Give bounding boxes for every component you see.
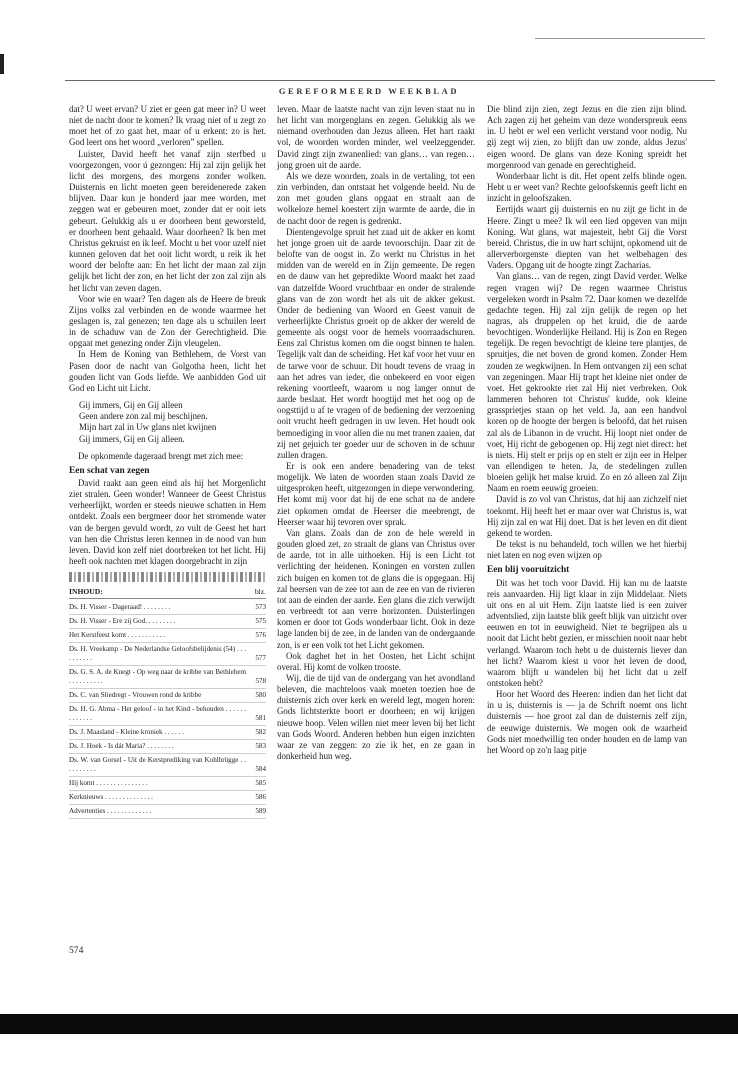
toc-page: 577 <box>255 654 266 663</box>
toc-page: 578 <box>255 677 266 686</box>
paragraph: Van glans. Zoals dan de zon de hele wereld in gouden gloed zet, zo straalt de glans van Christus over de aarde, tot in alle uithoeken. Hij is een Licht tot verlichting der heidenen. Koningen en vorsten zullen zich buigen en komen tot de glans die is opgegaan. Hij zal heersen van de zee tot aan de zee en van de rivieren tot aan de einden der aarde. Een glans die zich verwijdt en verbreedt tot aan verre horizonten. Duisterlingen komen er door tot Gods wonderbaar licht. Ook in deze lage landen bij de zee, in de landen van de ondergaande zon, is er een volk tot het Licht gekomen. <box>277 527 475 650</box>
toc-header <box>69 586 266 599</box>
toc-page: 580 <box>255 691 266 700</box>
toc-row <box>69 726 266 740</box>
toc-page-label: blz. <box>254 587 266 597</box>
poem-quote <box>79 400 266 445</box>
paragraph: Voor wie en waar? Ten dagen als de Heere de breuk Zijns volks zal verbinden en de wonde waarmee het geslagen is, zal genezen; ten dage als u schuilen leert in de schaduw van de Zon der Gerechtigheid. Die opgaat met genezing onder Zijn vleugelen. <box>69 293 266 349</box>
poem-line: Mijn hart zal in Uw glans niet kwijnen <box>79 422 217 433</box>
paragraph: Die blind zijn zien, zegt Jezus en die zien zijn blind. Ach zagen zij het geheim van deze wonderspreuk eens in. U hebt er wel een verlicht verstand voor nodig. Nu gij zegt wij zien, zo blijft dan uw zonde, aldus Jezus' eigen woord. De glans van deze Koning spreidt het morgenrood van genade en gerechtigheid. <box>487 104 687 170</box>
column-2 <box>277 104 475 762</box>
toc-row <box>69 629 266 643</box>
poem-line: Gij immers, Gij en Gij alleen. <box>79 433 185 444</box>
paragraph: leven. Maar de laatste nacht van zijn leven staat nu in het licht van morgenglans en zegen. Gelukkig als we niemand overhouden dan Jezus alleen. Het hart raakt vol, de woorden worden minder, wel veelzeggender. David zingt zijn zwanenlied: van glans… van regen… jong groen uit de aarde. <box>277 104 475 170</box>
column-1 <box>69 104 266 819</box>
paragraph: Als we deze woorden, zoals in de vertaling, tot een zin verbinden, dan ontstaat het volgende beeld. Nu de zon met gouden glans opgaat en straalt aan de wolkeloze hemel koestert zijn warmte de aarde, die in de nacht door de regen is gedrenkt. <box>277 170 475 226</box>
toc-title: Ds. C. van Sliedregt - Vrouwen rond de kribbe <box>69 691 202 700</box>
toc-page: 575 <box>255 617 266 626</box>
poem-line: Geen andere zon zal mij beschijnen. <box>79 411 208 422</box>
toc-title: Ds. J. Maasland - Kleine kroniek . . . . . . <box>69 728 184 737</box>
table-of-contents <box>69 586 266 819</box>
section-heading: Een schat van zegen <box>69 465 150 476</box>
toc-title: Advertenties . . . . . . . . . . . . . <box>69 807 152 816</box>
toc-page: 581 <box>255 714 266 723</box>
paragraph: De opkomende dageraad brengt met zich mee: <box>78 450 244 461</box>
paragraph: Wij, die de tijd van de ondergang van het avondland beleven, die machteloos vaak moeten toezien hoe de duisternis zich over kerk en wereld legt, mogen horen: Gods lichtsterkte boort er doorheen; en wij krijgen nieuwe hoop. Velen willen niet meer leven bij het licht van Gods Woord. Anderen hebben hun eigen inzichten waar ze van zeggen: zo zie ik het, en ze gaan in donkerheid hun weg. <box>277 672 475 762</box>
toc-page: 585 <box>255 779 266 788</box>
page-number: 574 <box>69 945 84 956</box>
toc-page: 573 <box>255 603 266 612</box>
toc-title: Ds. G. S. A. de Knegt - Op weg naar de kribbe van Bethlehem . . . . . . . . . . <box>69 668 246 686</box>
scan-border-bar <box>0 1014 738 1034</box>
toc-title: Ds. W. van Gorsel - Uit de Kerstprediking van Kohlbrügge . . . . . . . . . . <box>69 756 246 774</box>
toc-page: 576 <box>255 631 266 640</box>
toc-title: Kerknieuws . . . . . . . . . . . . . . <box>69 793 153 802</box>
paragraph: Van glans… van de regen, zingt David verder. Welke regen vragen wij? De regen waarmee Christus vergeleken wordt in Psalm 72. Daar komen we dezelfde gedachte tegen. Hij zal zijn gelijk de regen op het nagras, als druppelen op het kruid, die de aarde bevochtigen. Wonderlijke Heiland. Hij is Zon en Regen tegelijk. De regen bevochtigt de kleine tere plantjes, de spruitjes, die net boven de grond komen. Zonder Hem zouden ze wegkwijnen. In Hem ontvangen zij een schat van zegeningen. Maar Hij trapt het kleine niet onder de voet. Het gekrookte riet zal Hij niet verbreken. Ook lammeren behoren tot Christus' kudde, ook kleine grassprietjes staan op het veld. Ja, aan een handvol koren op de hoogte der bergen is beloofd, dat het ruisen zal als de Libanon in de vrucht. Hij loopt niet onder de voet, Hij richt de gebogenen op. Hij zegt niet direct: het is niets. Hij stelt er prijs op en stelt er zijn eer in Helper van ellendigen te heten. Ja, de stedelingen zullen bloeien gelijk het malse kruid. Zo en zó alleen zal Zijn Naam en roem eeuwig groeien. <box>487 271 687 494</box>
paragraph: Dientengevolge spruit het zaad uit de akker en komt het jonge groen uit de aarde tevoorschijn. Daar zit de belofte van de oogst in. Zo werkt nu Christus in het midden van de wereld en in Zijn gemeente. De regen en de dauw van het gepredikte Woord maakt het zaad van datzelfde Woord vruchtbaar en onder de stralende glans van de zon wordt het als uit de akker gekust. Onder de bediening van Woord en Geest vanuit de verheerlijkte Christus groeit op de akker der wereld de gemeente als oogst voor de hemels voorraadschuren. Eens zal Christus komen om die oogst binnen te halen. Tegelijk valt dan de scheiding. Het kaf voor het vuur en de tarwe voor de schuur. Dit houdt tevens de vraag in aan het adres van ieder, die onbekeerd en voor eigen rekening voortleeft, waarom u nog langer onnut de aarde beslaat. Het wordt hoogtijd met het oog op de oogsttijd u af te vragen of de bediening der verzoening ooit vrucht heeft gedragen in uw leven. Het houdt ook bemoediging in voor allen die nu met tranen zaaien, dat zij net gejuich ter goeder uur de schoven in de schuur zullen dragen. <box>277 226 475 460</box>
paragraph: Dit was het toch voor David. Hij kan nu de laatste reis aanvaarden. Hij ligt klaar in zijn Middelaar. Niets uit ons en al uit Hem. Zijn laatste lied is een zuiver adventslied, zijn laatste blik geeft blijk van uitzicht over eeuwen en tot in eeuwigheid. Niet te begrijpen als u nooit dat Licht hebt gezien, er misschien nooit naar hebt verlangd. Waarom toch hebt u de duisternis liever dan het licht? Waarom kiest u voor het leven de dood, waarom blijft u wandelen bij het licht dat u zelf ontstoken hebt? <box>487 577 687 688</box>
toc-row <box>69 754 266 777</box>
toc-row <box>69 666 266 689</box>
paragraph: Hoor het Woord des Heeren: indien dan het licht dat in u is, duisternis is — ja de Schrift noemt ons licht duisternis — hoe groot zal dan de duisternis zelf zijn, de eeuwige duisternis. We mogen ook de waarheid Gods niet moedwillig ten onder houden en de lamp van het Woord op zo'n laag pitje <box>487 689 687 755</box>
paragraph: Ook daghet het in het Oosten, het Licht schijnt overal. Hij komt de volken trooste. <box>277 650 475 672</box>
toc-row <box>69 703 266 726</box>
toc-title: Het Kerstfeest komt . . . . . . . . . . . <box>69 631 166 640</box>
toc-title: Ds. H. Vreekamp - De Nederlandse Geloofsbelijdenis (54) . . . . . . . . . . <box>69 645 246 663</box>
paragraph: Wonderbaar licht is dit. Het opent zelfs blinde ogen. Hebt u er weet van? Rechte geloofskennis geeft licht en inzicht in geloofszaken. <box>487 170 687 204</box>
paragraph: De tekst is nu behandeld, toch willen we het hierbij niet laten en nog even wijzen op <box>487 539 687 561</box>
paragraph: Er is ook een andere benadering van de tekst mogelijk. We laten de woorden staan zoals David ze uitgesproken heeft, uitgezongen in diepe verwondering. Het komt mij voor dat hij de ene schat na de andere ziet opkomen omdat de Heerser die meebrengt, de Heerser waar hij tevoren over sprak. <box>277 461 475 527</box>
toc-row <box>69 601 266 615</box>
header-rule <box>65 80 715 81</box>
paragraph: In Hem de Koning van Bethlehem, de Vorst van Pasen door de nacht van Golgotha heen, licht het gouden licht van Gods liefde. We aanbidden God uit God en Licht uit Licht. <box>69 349 266 393</box>
toc-row <box>69 615 266 629</box>
toc-title: Ds. H. Visser - Dageraad! . . . . . . . . <box>69 603 171 612</box>
toc-row <box>69 777 266 791</box>
toc-row <box>69 643 266 666</box>
top-rule <box>535 38 705 39</box>
margin-mark <box>0 54 4 74</box>
running-header: GEREFORMEERD WEEKBLAD <box>278 86 460 96</box>
paragraph: David is zo vol van Christus, dat hij aan zichzelf niet toekomt. Hij heeft het er maar over wat Christus is, wat Hij zijn zal en wat Hij doet. Dat is het leven en dit dient gekend te worden. <box>487 494 687 538</box>
paragraph: Luister, David heeft het vanaf zijn sterfbed u voorgezongen, voor ú gezongen: Hij zal zijn gelijk het licht des morgens, des morgens zonder wolken. Duisternis en licht moeten geen bereidenerede zaken blijven. Daar kun je honderd jaar mee worden, met zeggen wat er gebeuren moet, zonder dat er ooit iets gebeurt. Gelukkig als u er doorheen bent geworsteld, er doorheen bent gehaald. Waar doorheen? Ik ben met Christus gekruist en ik leef. Mocht u het voor uzelf niet kunnen geloven dat het ooit licht wordt, u reik ik het woord der belofte aan: En het licht der maan zal zijn gelijk het licht der zon, en het licht der zon zal zijn als het licht van zeven dagen. <box>69 148 266 293</box>
paragraph: dat? U weet ervan? U ziet er geen gat meer in? U weet niet de nacht door te komen? Ik vraag niet of u zegt zo moet het of zo gaat het, maar of u erkent: zo is het. God leert ons het woord „verloren” spellen. <box>69 104 266 148</box>
toc-page: 583 <box>255 742 266 751</box>
poem-line: Gij immers, Gij en Gij alleen <box>79 400 183 411</box>
paragraph: David raakt aan geen eind als hij het Morgenlicht ziet stralen. Geen wonder! Wanneer de Geest Christus verheerlijkt, worden er steeds nieuwe schatten in Hem ontdekt. Zoals een bergmeer door het stromende water van de bergen gevuld wordt, zo vult de Geest het hart van hen die Christus leren kennen in de nood van hun leven. David kon zelf niet doorbreken tot het licht. Hij heeft ook nachten met klagen doorgebracht in zijn <box>69 478 266 567</box>
ornamental-border <box>69 572 266 582</box>
toc-row <box>69 805 266 819</box>
toc-title: Ds. J. Hoek - Is dát Maria? . . . . . . . . <box>69 742 174 751</box>
toc-row <box>69 791 266 805</box>
section-heading: Een blij vooruitzicht <box>487 565 570 576</box>
toc-page: 586 <box>255 793 266 802</box>
toc-page: 584 <box>255 765 266 774</box>
column-3 <box>487 104 687 756</box>
toc-page: 582 <box>255 728 266 737</box>
paragraph: Eertijds waart gij duisternis en nu zijt ge licht in de Heere. Zingt u mee? Ik wil een lied opgeven van mijn Koning. Wat glans, wat majesteit, hebt Gij die Vorst bereid. Christus, die in uw hart schijnt, opkomend uit de allerverborgenste diepten van het welbehagen des Vaders. Opgang uit de hoogte zingt Zacharias. <box>487 204 687 271</box>
toc-row <box>69 689 266 703</box>
toc-title: Ds. H. G. Abma - Het geloof - in het Kind - behouden . . . . . . . . . . . . . <box>69 705 246 723</box>
toc-row <box>69 740 266 754</box>
toc-page: 589 <box>255 807 266 816</box>
toc-title: Hij komt . . . . . . . . . . . . . . . <box>69 779 148 788</box>
toc-title: Ds. H. Visser - Ere zij God. . . . . . . . . <box>69 617 176 626</box>
toc-heading: INHOUD: <box>69 587 103 597</box>
